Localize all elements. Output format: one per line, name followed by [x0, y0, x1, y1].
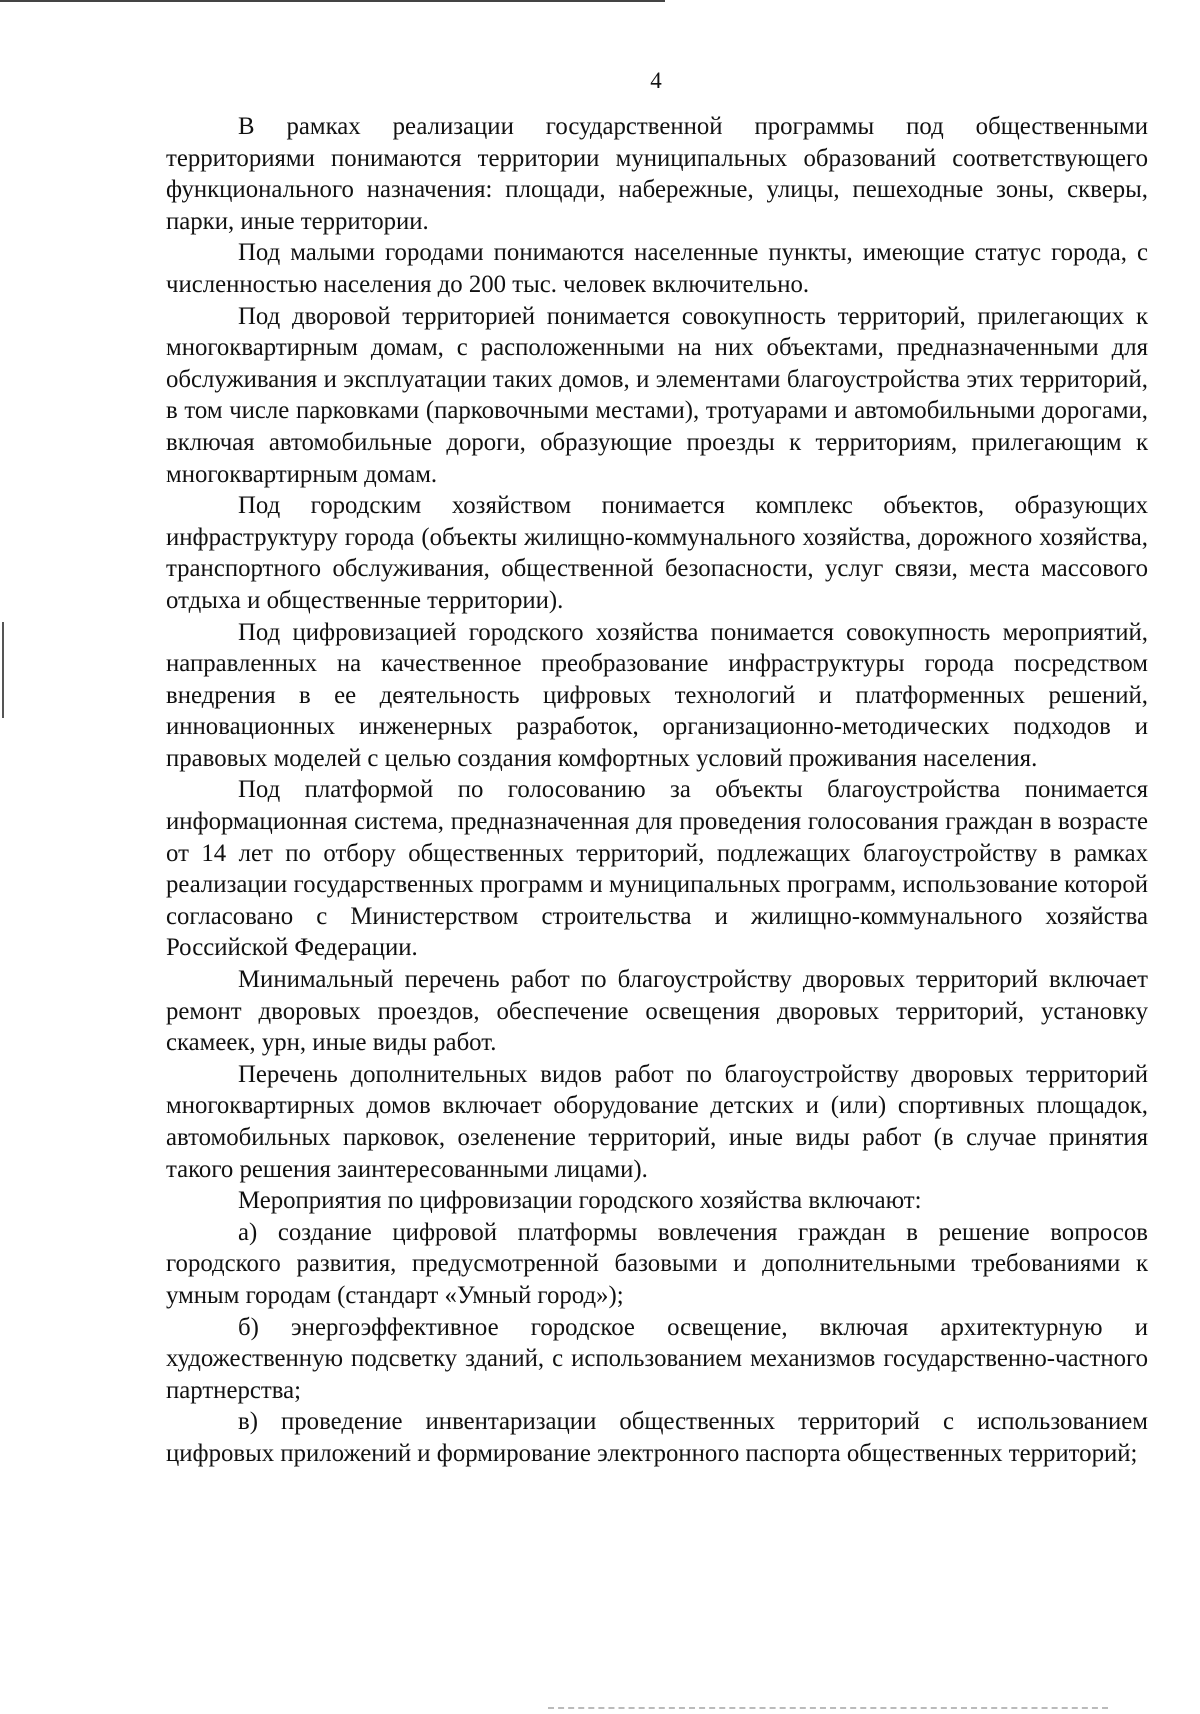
list-item-v: в) проведение инвентаризации общественных территорий с использованием цифровых приложений и формирование электронного паспорта общественных территорий;	[166, 1408, 1148, 1467]
scan-edge-line-bottom	[548, 1707, 1108, 1710]
paragraph-additional-works: Перечень дополнительных видов работ по благоустройству дворовых территорий многоквартирных домов включает оборудование детских и (или) спортивных площадок, автомобильных парковок, озеленение территорий, иные виды работ (в случае принятия такого решения заинтересованными лицами).	[166, 1060, 1148, 1183]
paragraph-minimal-works: Минимальный перечень работ по благоустройству дворовых территорий включает ремонт дворовых проездов, обеспечение освещения дворовых территорий, установку скамеек, урн, иные виды работ.	[166, 966, 1148, 1057]
scan-edge-line-top	[0, 0, 665, 2]
scan-edge-mark-left	[2, 622, 4, 718]
list-item-b: б) энергоэффективное городское освещение, включая архитектурную и художественную подсветку зданий, с использованием механизмов государственно-частного партнерства;	[166, 1313, 1148, 1404]
document-body	[166, 111, 1148, 1470]
paragraph-digitalization: Под цифровизацией городского хозяйства понимается совокупность мероприятий, направленных на качественное преобразование инфраструктуры города посредством внедрения в ее деятельность цифровых технологий и платформенных решений, инновационных инженерных разработок, организационно-методических подходов и правовых моделей с целью создания комфортных условий проживания населения.	[166, 618, 1148, 772]
paragraph-public-territories: В рамках реализации государственной программы под общественными территориями понимаются территории муниципальных образований соответствующего функционального назначения: площади, набережные, улицы, пешеходные зоны, скверы, парки, иные территории.	[166, 113, 1148, 235]
paragraph-courtyard-territory: Под дворовой территорией понимается совокупность территорий, прилегающих к многоквартирным домам, с расположенными на них объектами, предназначенными для обслуживания и эксплуатации таких домов, и элементами благоустройства этих территорий, в том числе парковками (парковочными местами), тротуарами и автомобильными дорогами, включая автомобильные дороги, образующие проезды к территориям, прилегающим к многоквартирным домам.	[166, 302, 1148, 488]
list-item-a: а) создание цифровой платформы вовлечения граждан в решение вопросов городского развития, предусмотренной базовыми и дополнительными требованиями к умным городам (стандарт «Умный город»);	[166, 1218, 1148, 1309]
paragraph-digitalization-measures: Мероприятия по цифровизации городского хозяйства включают:	[238, 1187, 922, 1215]
page-number: 4	[650, 68, 662, 93]
paragraph-small-towns: Под малыми городами понимаются населенные пункты, имеющие статус города, с численностью населения до 200 тыс. человек включительно.	[166, 239, 1148, 298]
paragraph-urban-economy: Под городским хозяйством понимается комплекс объектов, образующих инфраструктуру города (объекты жилищно-коммунального хозяйства, дорожного хозяйства, транспортного обслуживания, общественной безопасности, услуг связи, места массового отдыха и общественные территории).	[166, 492, 1148, 614]
paragraph-voting-platform: Под платформой по голосованию за объекты благоустройства понимается информационная система, предназначенная для проведения голосования граждан в возрасте от 14 лет по отбору общественных территорий, подлежащих благоустройству в рамках реализации государственных программ и муниципальных программ, использование которой согласовано с Министерством строительства и жилищно-коммунального хозяйства Российской Федерации.	[166, 776, 1148, 962]
